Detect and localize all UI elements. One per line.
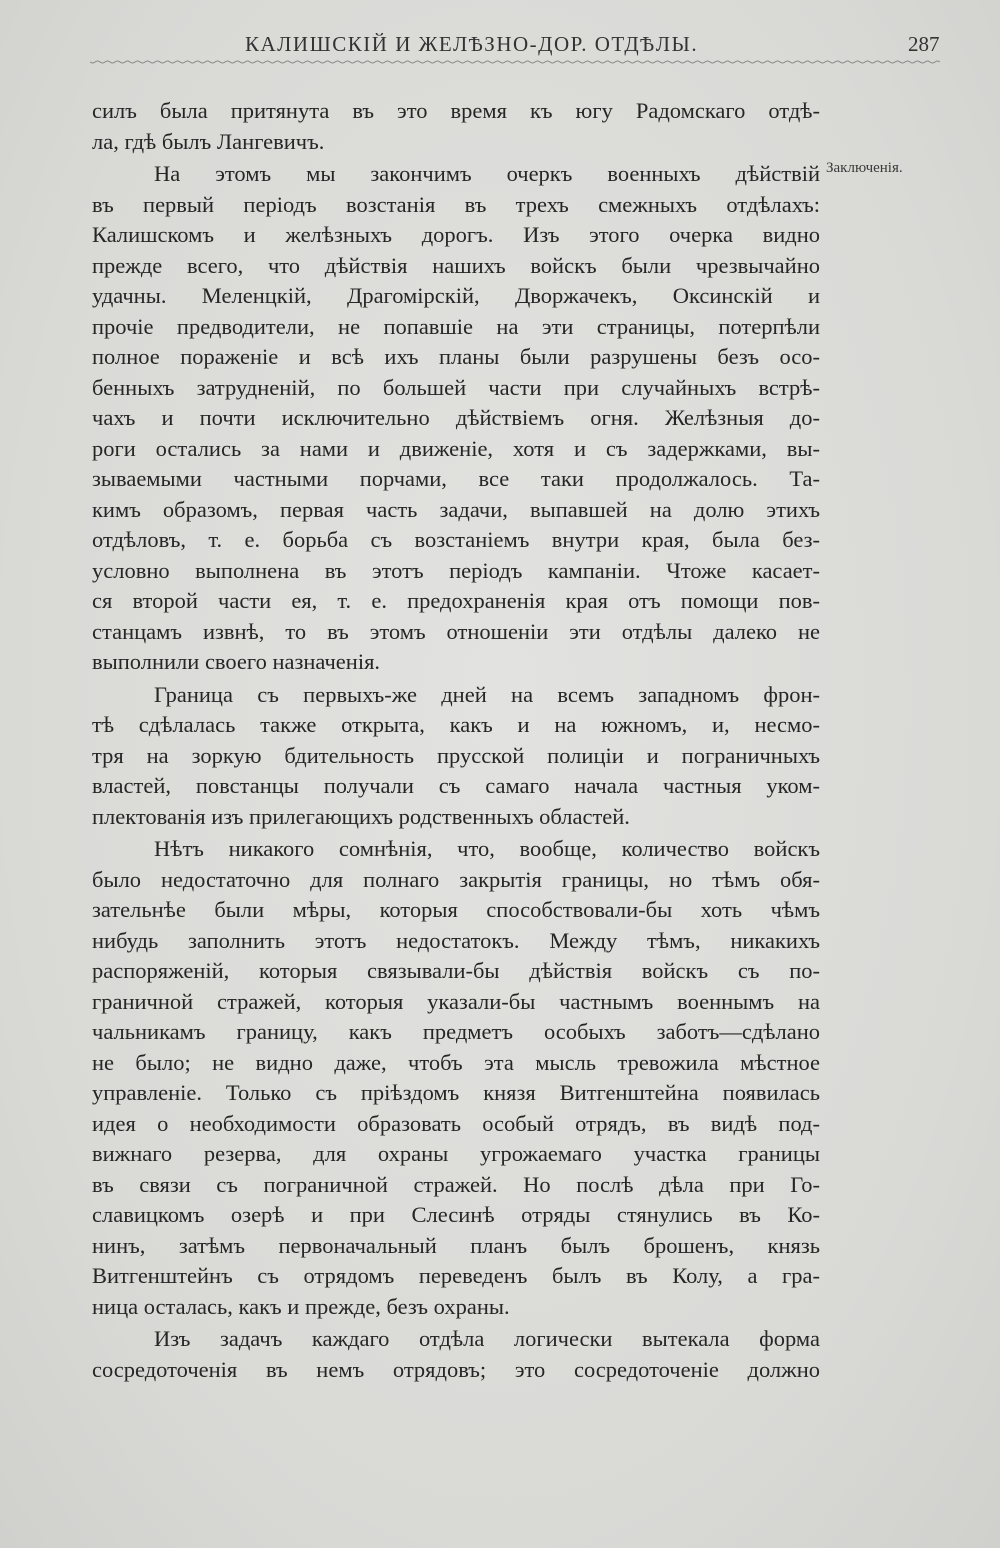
text-line: силъ была притянута въ это время къ югу Радомскаго отдѣ- [92, 98, 820, 123]
text-line: бенныхъ затрудненій, по большей части при случайныхъ встрѣ- [92, 374, 820, 400]
paragraph [92, 834, 820, 1322]
text-line: славицкомъ озерѣ и при Слесинѣ отряды стянулись въ Ко- [92, 1202, 820, 1227]
text-line: отдѣловъ, т. е. борьба съ возстаніемъ внутри края, была без- [92, 527, 820, 552]
text-line: чальникамъ границу, какъ предметъ особыхъ заботъ—сдѣлано [92, 1019, 820, 1044]
text-line: роги остались за нами и движеніе, хотя и съ задержками, вы- [92, 435, 820, 461]
text-line: управленіе. Только съ пріѣздомъ князя Витгенштейна появилась [92, 1080, 820, 1105]
text-line: въ связи съ пограничной стражей. Но послѣ дѣла при Го- [92, 1171, 820, 1197]
text-line: было недостаточно для полнаго закрытія границы, но тѣмъ обя- [92, 866, 820, 892]
text-line: чахъ и почти исключительно дѣйствіемъ огня. Желѣзныя до- [92, 405, 820, 430]
text-line: полное пораженіе и всѣ ихъ планы были разрушены безъ осо- [92, 344, 820, 369]
text-line: кимъ образомъ, первая часть задачи, выпавшей на долю этихъ [92, 496, 820, 522]
text-line: станцамъ извнѣ, то въ этомъ отношеніи эти отдѣлы далеко не [92, 618, 820, 644]
text-line: На этомъ мы закончимъ очеркъ военныхъ дѣйствій [154, 161, 820, 186]
text-line: вижнаго резерва, для охраны угрожаемаго участка границы [92, 1141, 820, 1166]
margin-note: Заключенія. [826, 160, 903, 176]
text-line: плектованія изъ прилегающихъ родственныхъ областей. [92, 803, 630, 829]
text-line: сосредоточенія въ немъ отрядовъ; это сосредоточеніе должно [92, 1356, 820, 1382]
paragraph [92, 96, 820, 157]
text-line: ла, гдѣ былъ Лангевичъ. [92, 128, 325, 154]
text-line: удачны. Меленцкій, Драгомірскій, Дворжачекъ, Оксинскій и [92, 283, 820, 308]
text-line: Калишскомъ и желѣзныхъ дорогъ. Изъ этого очерка видно [92, 222, 820, 247]
text-line: не было; не видно даже, чтобъ эта мысль тревожила мѣстное [92, 1049, 820, 1075]
text-line: тря на зоркую бдительность прусской полиціи и пограничныхъ [92, 742, 820, 768]
paragraph [92, 159, 820, 678]
text-line: зываемыми частными порчами, все таки продолжалось. Та- [92, 466, 820, 491]
text-line: Витгенштейнъ съ отрядомъ переведенъ былъ въ Колу, а гра- [92, 1263, 820, 1288]
text-line: властей, повстанцы получали съ самаго начала частныя уком- [92, 773, 820, 798]
text-line: прочіе предводители, не попавшіе на эти страницы, потерпѣли [92, 313, 820, 339]
body-text [92, 96, 820, 1387]
text-line: Изъ задачъ каждаго отдѣла логически вытекала форма [154, 1326, 820, 1351]
text-line: нибудь заполнить этотъ недостатокъ. Между тѣмъ, никакихъ [92, 927, 820, 953]
text-line: въ первый періодъ возстанія въ трехъ смежныхъ отдѣлахъ: [92, 191, 820, 217]
text-line: распоряженій, которыя связывали-бы дѣйствія войскъ съ по- [92, 958, 820, 983]
text-line: граничной стражей, которыя указали-бы частнымъ военнымъ на [92, 988, 820, 1014]
header-wavy-rule [90, 58, 940, 66]
page-number: 287 [908, 32, 940, 56]
text-line: зательнѣе были мѣры, которыя способствовали-бы хоть чѣмъ [92, 897, 820, 922]
text-line: ся второй части ея, т. е. предохраненія края отъ помощи пов- [92, 588, 820, 613]
text-line: нинъ, затѣмъ первоначальный планъ былъ брошенъ, князь [92, 1232, 820, 1258]
text-line: Граница съ первыхъ-же дней на всемъ западномъ фрон- [154, 681, 820, 707]
text-line: ница осталась, какъ и прежде, безъ охраны. [92, 1293, 510, 1319]
text-line: Нѣтъ никакого сомнѣнія, что, вообще, количество войскъ [154, 836, 820, 861]
paragraph [92, 1324, 820, 1385]
text-line: идея о необходимости образовать особый отрядъ, въ видѣ под- [92, 1110, 820, 1136]
text-line: условно выполнена въ этотъ періодъ кампаніи. Чтоже касает- [92, 557, 820, 583]
text-line: прежде всего, что дѣйствія нашихъ войскъ были чрезвычайно [92, 252, 820, 278]
text-line: выполнили своего назначенія. [92, 649, 381, 674]
paragraph [92, 680, 820, 833]
text-line: тѣ сдѣлалась также открыта, какъ и на южномъ, и, несмо- [92, 712, 820, 737]
running-title: КАЛИШСКІЙ И ЖЕЛѢЗНО-ДОР. ОТДѢЛЫ. [245, 32, 699, 56]
